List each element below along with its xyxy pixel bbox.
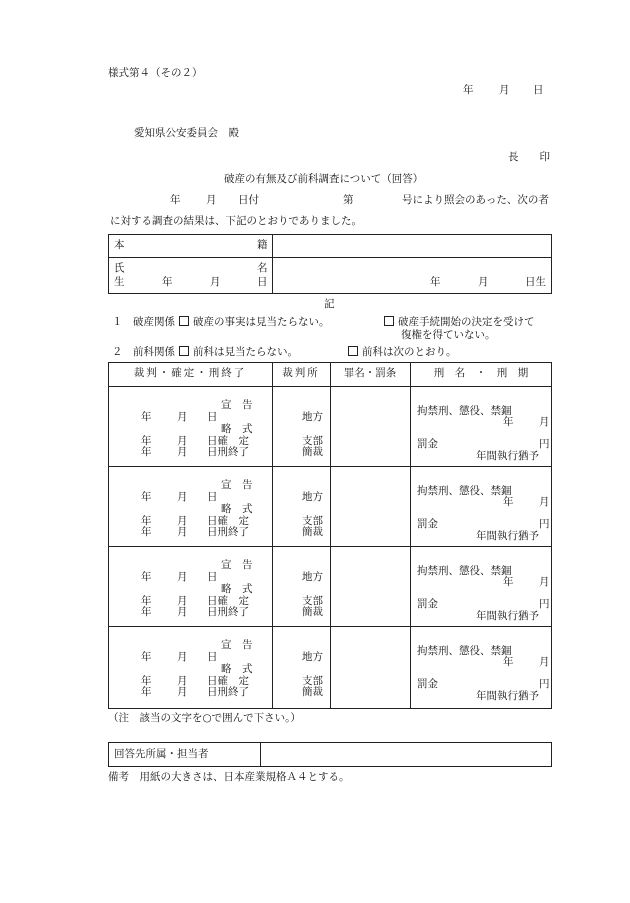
- ref-line2: に対する調査の結果は、下記のとおりでありました。: [110, 215, 362, 227]
- section2-option1-checkbox[interactable]: [179, 346, 189, 356]
- date-year: 年: [463, 84, 474, 96]
- record-row-year: 年: [141, 411, 152, 423]
- section2-option1: 前科は見当たらない。: [193, 346, 298, 358]
- name-left: 氏: [114, 262, 125, 274]
- record-row-month: 月: [177, 446, 188, 458]
- record-row-senkoku: 宣 告: [221, 639, 253, 651]
- record-row-ryakushiki: 略 式: [221, 503, 253, 515]
- record-row-month: 月: [177, 606, 188, 618]
- record-row-kinko-month: 月: [539, 576, 550, 588]
- record-row-month: 月: [177, 515, 188, 527]
- birth-year: 年: [162, 276, 173, 288]
- record-row-month: 月: [177, 411, 188, 423]
- contact-field[interactable]: [261, 743, 551, 766]
- record-col-divider-3: [410, 362, 411, 709]
- section1-option2: [380, 316, 535, 328]
- record-row-kinko-month: 月: [539, 656, 550, 668]
- record-row-bakkin: 罰金: [417, 598, 438, 610]
- record-row-keishuryo: 日刑終了: [207, 686, 249, 698]
- record-row-shibu: 支部: [302, 675, 323, 687]
- birth-month: 月: [210, 276, 221, 288]
- ref-year: 年: [170, 194, 181, 206]
- record-row-ryakushiki: 略 式: [221, 423, 253, 435]
- record-row-day: 日: [207, 411, 218, 423]
- birthdate-day: 日生: [525, 276, 546, 288]
- ref-month: 月: [206, 194, 217, 206]
- record-row-senkoku: 宣 告: [221, 479, 253, 491]
- record-row-year: 年: [141, 515, 152, 527]
- record-row-senkoku: 宣 告: [221, 559, 253, 571]
- section2-line: [112, 346, 298, 358]
- record-row-month: 月: [177, 686, 188, 698]
- header-crime: 罪名・罰条: [343, 367, 397, 379]
- record-row-day: 日: [207, 491, 218, 503]
- document-title: 破産の有無及び前科調査について（回答）: [224, 173, 424, 185]
- ref-dai: 第: [343, 194, 354, 206]
- birthdate-year: 年: [430, 276, 441, 288]
- ki-heading: 記: [324, 298, 335, 310]
- record-row-senkoku: 宣 告: [221, 399, 253, 411]
- birthdate-month: 月: [478, 276, 489, 288]
- section2-label: 前科関係: [133, 346, 175, 358]
- ref-date-suffix: 日付: [238, 194, 259, 206]
- record-row-kinko-year: 年: [503, 576, 514, 588]
- record-row-divider: [108, 546, 552, 547]
- ref-line1-tail: 号により照会のあった、次の者: [402, 194, 549, 206]
- record-row-yen: 円: [539, 438, 550, 450]
- record-row-year: 年: [141, 606, 152, 618]
- record-row-shikko: 年間執行猶予: [476, 690, 539, 702]
- record-row-yen: 円: [539, 598, 550, 610]
- record-col-divider-1: [272, 362, 273, 709]
- record-row-kakutei: 日確 定: [207, 595, 249, 607]
- record-row-kansai: 簡裁: [302, 446, 323, 458]
- record-row-chiho: 地方: [302, 571, 323, 583]
- record-row-kinko-year: 年: [503, 656, 514, 668]
- record-col-divider-2: [330, 362, 331, 709]
- header-sentence: 刑 名 ・ 刑 期: [433, 367, 529, 379]
- record-row-kinko-month: 月: [539, 496, 550, 508]
- record-row-chiho: 地方: [302, 411, 323, 423]
- record-row-shikko: 年間執行猶予: [476, 610, 539, 622]
- section1-option2-line2: 復権を得ていない。: [401, 329, 496, 341]
- record-row-month: 月: [177, 595, 188, 607]
- record-row-month: 月: [177, 651, 188, 663]
- record-row-bakkin: 罰金: [417, 438, 438, 450]
- record-row-year: 年: [141, 435, 152, 447]
- section1-line1: [112, 316, 330, 328]
- sender-seal: 長 印: [508, 151, 550, 163]
- record-row-year: 年: [141, 675, 152, 687]
- header-judgment: 裁判・確定・刑終了: [133, 367, 247, 379]
- record-row-year: 年: [141, 526, 152, 538]
- record-row-ryakushiki: 略 式: [221, 663, 253, 675]
- record-row-kinko: 拘禁刑、懲役、禁錮: [417, 405, 512, 417]
- record-row-keishuryo: 日刑終了: [207, 446, 249, 458]
- section1-number: １: [112, 316, 123, 328]
- section2-option2: 前科は次のとおり。: [362, 346, 457, 358]
- record-row-month: 月: [177, 491, 188, 503]
- record-row-shibu: 支部: [302, 595, 323, 607]
- date-month: 月: [499, 84, 510, 96]
- record-row-year: 年: [141, 571, 152, 583]
- record-row-shibu: 支部: [302, 515, 323, 527]
- record-row-yen: 円: [539, 678, 550, 690]
- record-row-day: 日: [207, 571, 218, 583]
- record-row-kinko: 拘禁刑、懲役、禁錮: [417, 565, 512, 577]
- record-row-kansai: 簡裁: [302, 686, 323, 698]
- date-day: 日: [533, 84, 544, 96]
- record-row-chiho: 地方: [302, 651, 323, 663]
- record-row-bakkin: 罰金: [417, 678, 438, 690]
- section1-option1-checkbox[interactable]: [179, 316, 189, 326]
- record-row-kakutei: 日確 定: [207, 515, 249, 527]
- record-row-ryakushiki: 略 式: [221, 583, 253, 595]
- record-row-year: 年: [141, 651, 152, 663]
- honseki-left: 本: [114, 239, 125, 251]
- record-row-kansai: 簡裁: [302, 606, 323, 618]
- form-number: 様式第４（その２）: [108, 67, 203, 79]
- remarks: 備考 用紙の大きさは、日本産業規格Ａ４とする。: [108, 771, 350, 783]
- section1-option1: 破産の事実は見当たらない。: [193, 316, 330, 328]
- person-table-col-divider: [272, 234, 273, 294]
- record-row-kinko-year: 年: [503, 496, 514, 508]
- record-row-keishuryo: 日刑終了: [207, 526, 249, 538]
- addressee: 愛知県公安委員会 殿: [134, 127, 239, 139]
- record-row-divider: [108, 626, 552, 627]
- record-row-year: 年: [141, 595, 152, 607]
- birth-day: 日: [257, 276, 268, 288]
- record-row-kinko-year: 年: [503, 416, 514, 428]
- note: （注 該当の文字を○で囲んで下さい。）: [108, 712, 301, 724]
- record-row-kakutei: 日確 定: [207, 435, 249, 447]
- record-row-kinko: 拘禁刑、懲役、禁錮: [417, 645, 512, 657]
- name-right: 名: [257, 262, 268, 274]
- record-row-year: 年: [141, 491, 152, 503]
- record-row-month: 月: [177, 435, 188, 447]
- record-row-shikko: 年間執行猶予: [476, 450, 539, 462]
- record-row-yen: 円: [539, 518, 550, 530]
- contact-label: 回答先所属・担当者: [114, 748, 209, 760]
- record-row-month: 月: [177, 526, 188, 538]
- header-court: 裁判所: [282, 367, 320, 379]
- record-row-chiho: 地方: [302, 491, 323, 503]
- birth-left: 生: [114, 276, 125, 288]
- record-row-year: 年: [141, 446, 152, 458]
- record-row-kansai: 簡裁: [302, 526, 323, 538]
- record-row-keishuryo: 日刑終了: [207, 606, 249, 618]
- record-row-kinko: 拘禁刑、懲役、禁錮: [417, 485, 512, 497]
- record-row-divider: [108, 466, 552, 467]
- section1-option2-checkbox[interactable]: [384, 316, 394, 326]
- record-row-shikko: 年間執行猶予: [476, 530, 539, 542]
- record-row-shibu: 支部: [302, 435, 323, 447]
- record-row-year: 年: [141, 686, 152, 698]
- honseki-right: 籍: [257, 239, 268, 251]
- section1-label: 破産関係: [133, 316, 175, 328]
- record-row-month: 月: [177, 571, 188, 583]
- section2-number: ２: [112, 346, 123, 358]
- record-row-month: 月: [177, 675, 188, 687]
- section1-option2-line1: 破産手続開始の決定を受けて: [398, 316, 535, 328]
- section2-option2: [344, 346, 457, 358]
- person-table-divider: [108, 257, 552, 258]
- record-row-kinko-month: 月: [539, 416, 550, 428]
- record-row-kakutei: 日確 定: [207, 675, 249, 687]
- section2-option2-checkbox[interactable]: [348, 346, 358, 356]
- record-row-bakkin: 罰金: [417, 518, 438, 530]
- record-row-day: 日: [207, 651, 218, 663]
